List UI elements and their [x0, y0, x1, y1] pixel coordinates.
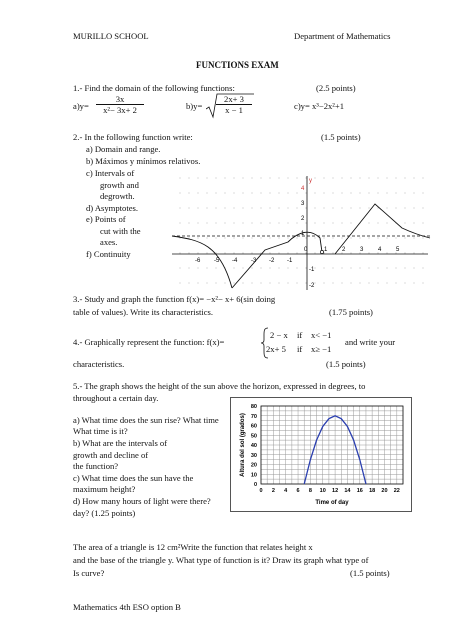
y-tick-label: 30 [250, 452, 257, 459]
x-tick-label: 18 [369, 488, 376, 494]
q1b-label: b)y= [186, 101, 203, 111]
q1b-denominator: x − 1 [225, 105, 243, 115]
q2-item: e) Points of [86, 214, 126, 224]
x-tick-label: -4 [232, 258, 238, 264]
y-tick-label: 20 [250, 462, 257, 469]
q2-function-graph [170, 170, 432, 294]
q1-text: 1.- Find the domain of the following functions: [73, 83, 235, 93]
x-tick-label: -5 [214, 258, 220, 264]
sun-height-chart [230, 397, 412, 512]
y-tick-label: 40 [250, 443, 257, 449]
q2-points: (1.5 points) [321, 132, 361, 142]
curve-middle [232, 232, 322, 288]
q2-item: c) Intervals of [86, 168, 135, 178]
x-tick-label: 10 [319, 488, 326, 494]
q2-text: 2.- In the following function write: [73, 132, 193, 142]
x-tick-label: -3 [251, 258, 257, 264]
brace-icon [260, 327, 270, 359]
q5-item: maximum height? [73, 484, 136, 494]
x-tick-label: 4 [284, 488, 288, 494]
x-tick-label: 6 [296, 488, 300, 494]
x-tick-label: 22 [393, 488, 400, 494]
q5-line1: 5.- The graph shows the height of the sun above the horizon, expressed in degrees, to [73, 381, 366, 391]
q5-item: the function? [73, 461, 119, 471]
department-name: Department of Mathematics [294, 31, 391, 41]
x-tick-label: 1 [324, 247, 328, 253]
curve-left-branch [172, 236, 232, 288]
q4-tail: and write your [345, 337, 396, 347]
q1a-numerator: 3x [96, 94, 144, 105]
q4-case1-cond: x< −1 [311, 330, 332, 340]
q1b-numerator: 2x+ 3 [216, 94, 252, 105]
footer-text: Mathematics 4th ESO option B [73, 602, 181, 612]
curve-right-branch [335, 204, 430, 254]
x-tick-label: -2 [269, 258, 275, 264]
y-tick-label: 4 [301, 186, 305, 192]
y-tick-label: 80 [250, 404, 257, 410]
q4-case2-cond: x≥ −1 [311, 344, 332, 354]
y-tick-label: 2 [301, 216, 305, 222]
y-tick-label: 0 [253, 482, 257, 488]
q6-points: (1.5 points) [350, 568, 390, 578]
y-tick-label: -2 [309, 283, 315, 289]
q2-item: axes. [100, 237, 118, 247]
q5-item: day? (1.25 points) [73, 508, 136, 518]
q4-points: (1.5 points) [326, 359, 366, 369]
x-tick-label: 2 [271, 488, 275, 494]
x-tick-label: 4 [378, 247, 382, 253]
x-tick-label: -1 [287, 258, 293, 264]
q6-line2: and the base of the triangle y. What type of function is it? Draw its graph what type of [73, 555, 369, 565]
q1a-label: a)y= [73, 101, 89, 111]
q5-item: c) What time does the sun have the [73, 473, 194, 483]
q1c-text: c)y= x³−2x²+1 [294, 101, 345, 111]
q4-text: 4.- Graphically represent the function: f(x)= [73, 337, 225, 347]
q5-item: b) What are the intervals of [73, 438, 168, 448]
q6-line3: Is curve? [73, 568, 105, 578]
y-tick-label: 60 [250, 423, 257, 430]
q5-line2: throughout a certain day. [73, 393, 159, 403]
q1a-fraction [96, 94, 144, 115]
q2-item: growth and [100, 180, 139, 190]
q4-case1-expr: 2 − x [270, 330, 288, 340]
q1b-fraction [216, 94, 252, 115]
x-tick-label: 3 [360, 247, 364, 253]
x-tick-label: -6 [195, 258, 201, 264]
x-tick-label: 0 [259, 488, 263, 494]
chart-x-axis-label: Time of day [315, 500, 349, 506]
q2-item: a) Domain and range. [86, 144, 161, 154]
y-tick-label: 1 [301, 231, 305, 237]
x-tick-label: 12 [332, 488, 339, 494]
q2-item: cut with the [100, 226, 141, 236]
x-tick-label: 5 [396, 247, 400, 253]
q1a-denominator: x²− 3x+ 2 [103, 105, 137, 115]
q2-item: degrowth. [100, 191, 135, 201]
q4-line2: characteristics. [73, 359, 125, 369]
y-tick-label: -1 [309, 267, 315, 273]
q5-item: a) What time does the sun rise? What time [73, 415, 219, 425]
x-tick-label: 14 [344, 488, 351, 494]
x-tick-label: 2 [342, 247, 346, 253]
exam-title: FUNCTIONS EXAM [196, 60, 279, 70]
x-tick-label: 0 [304, 247, 308, 253]
q3-line2: table of values). Write its characteristics. [73, 307, 214, 317]
y-axis-label: y [309, 178, 312, 184]
y-tick-label: 3 [301, 201, 305, 207]
y-tick-label: 10 [250, 472, 257, 479]
q3-points: (1.75 points) [329, 307, 373, 317]
y-tick-label: 50 [250, 433, 257, 440]
school-name: MURILLO SCHOOL [73, 31, 149, 41]
x-tick-label: 20 [381, 488, 388, 494]
q4-case2-if: if [297, 344, 303, 354]
q2-item: d) Asymptotes. [86, 203, 139, 213]
q1-points: (2.5 points) [316, 83, 356, 93]
q3-line1: 3.- Study and graph the function f(x)= −x²− x+ 6(sin doing [73, 294, 276, 304]
q5-item: d) How many hours of light were there? [73, 496, 211, 506]
x-tick-label: 8 [308, 488, 312, 494]
y-tick-label: 70 [250, 413, 257, 420]
x-tick-label: 16 [356, 488, 363, 494]
q4-case1-if: if [297, 330, 303, 340]
chart-y-axis-label: Altura del sol (grados) [240, 413, 246, 477]
q5-item: What time is it? [73, 426, 128, 436]
q4-case2-expr: 2x+ 5 [266, 344, 286, 354]
q2-item: f) Continuity [86, 249, 131, 259]
q5-item: growth and decline of [73, 450, 149, 460]
q2-item: b) Máximos y mínimos relativos. [86, 156, 201, 166]
q6-line1: The area of a triangle is 12 cm²Write the function that relates height x [73, 542, 313, 552]
